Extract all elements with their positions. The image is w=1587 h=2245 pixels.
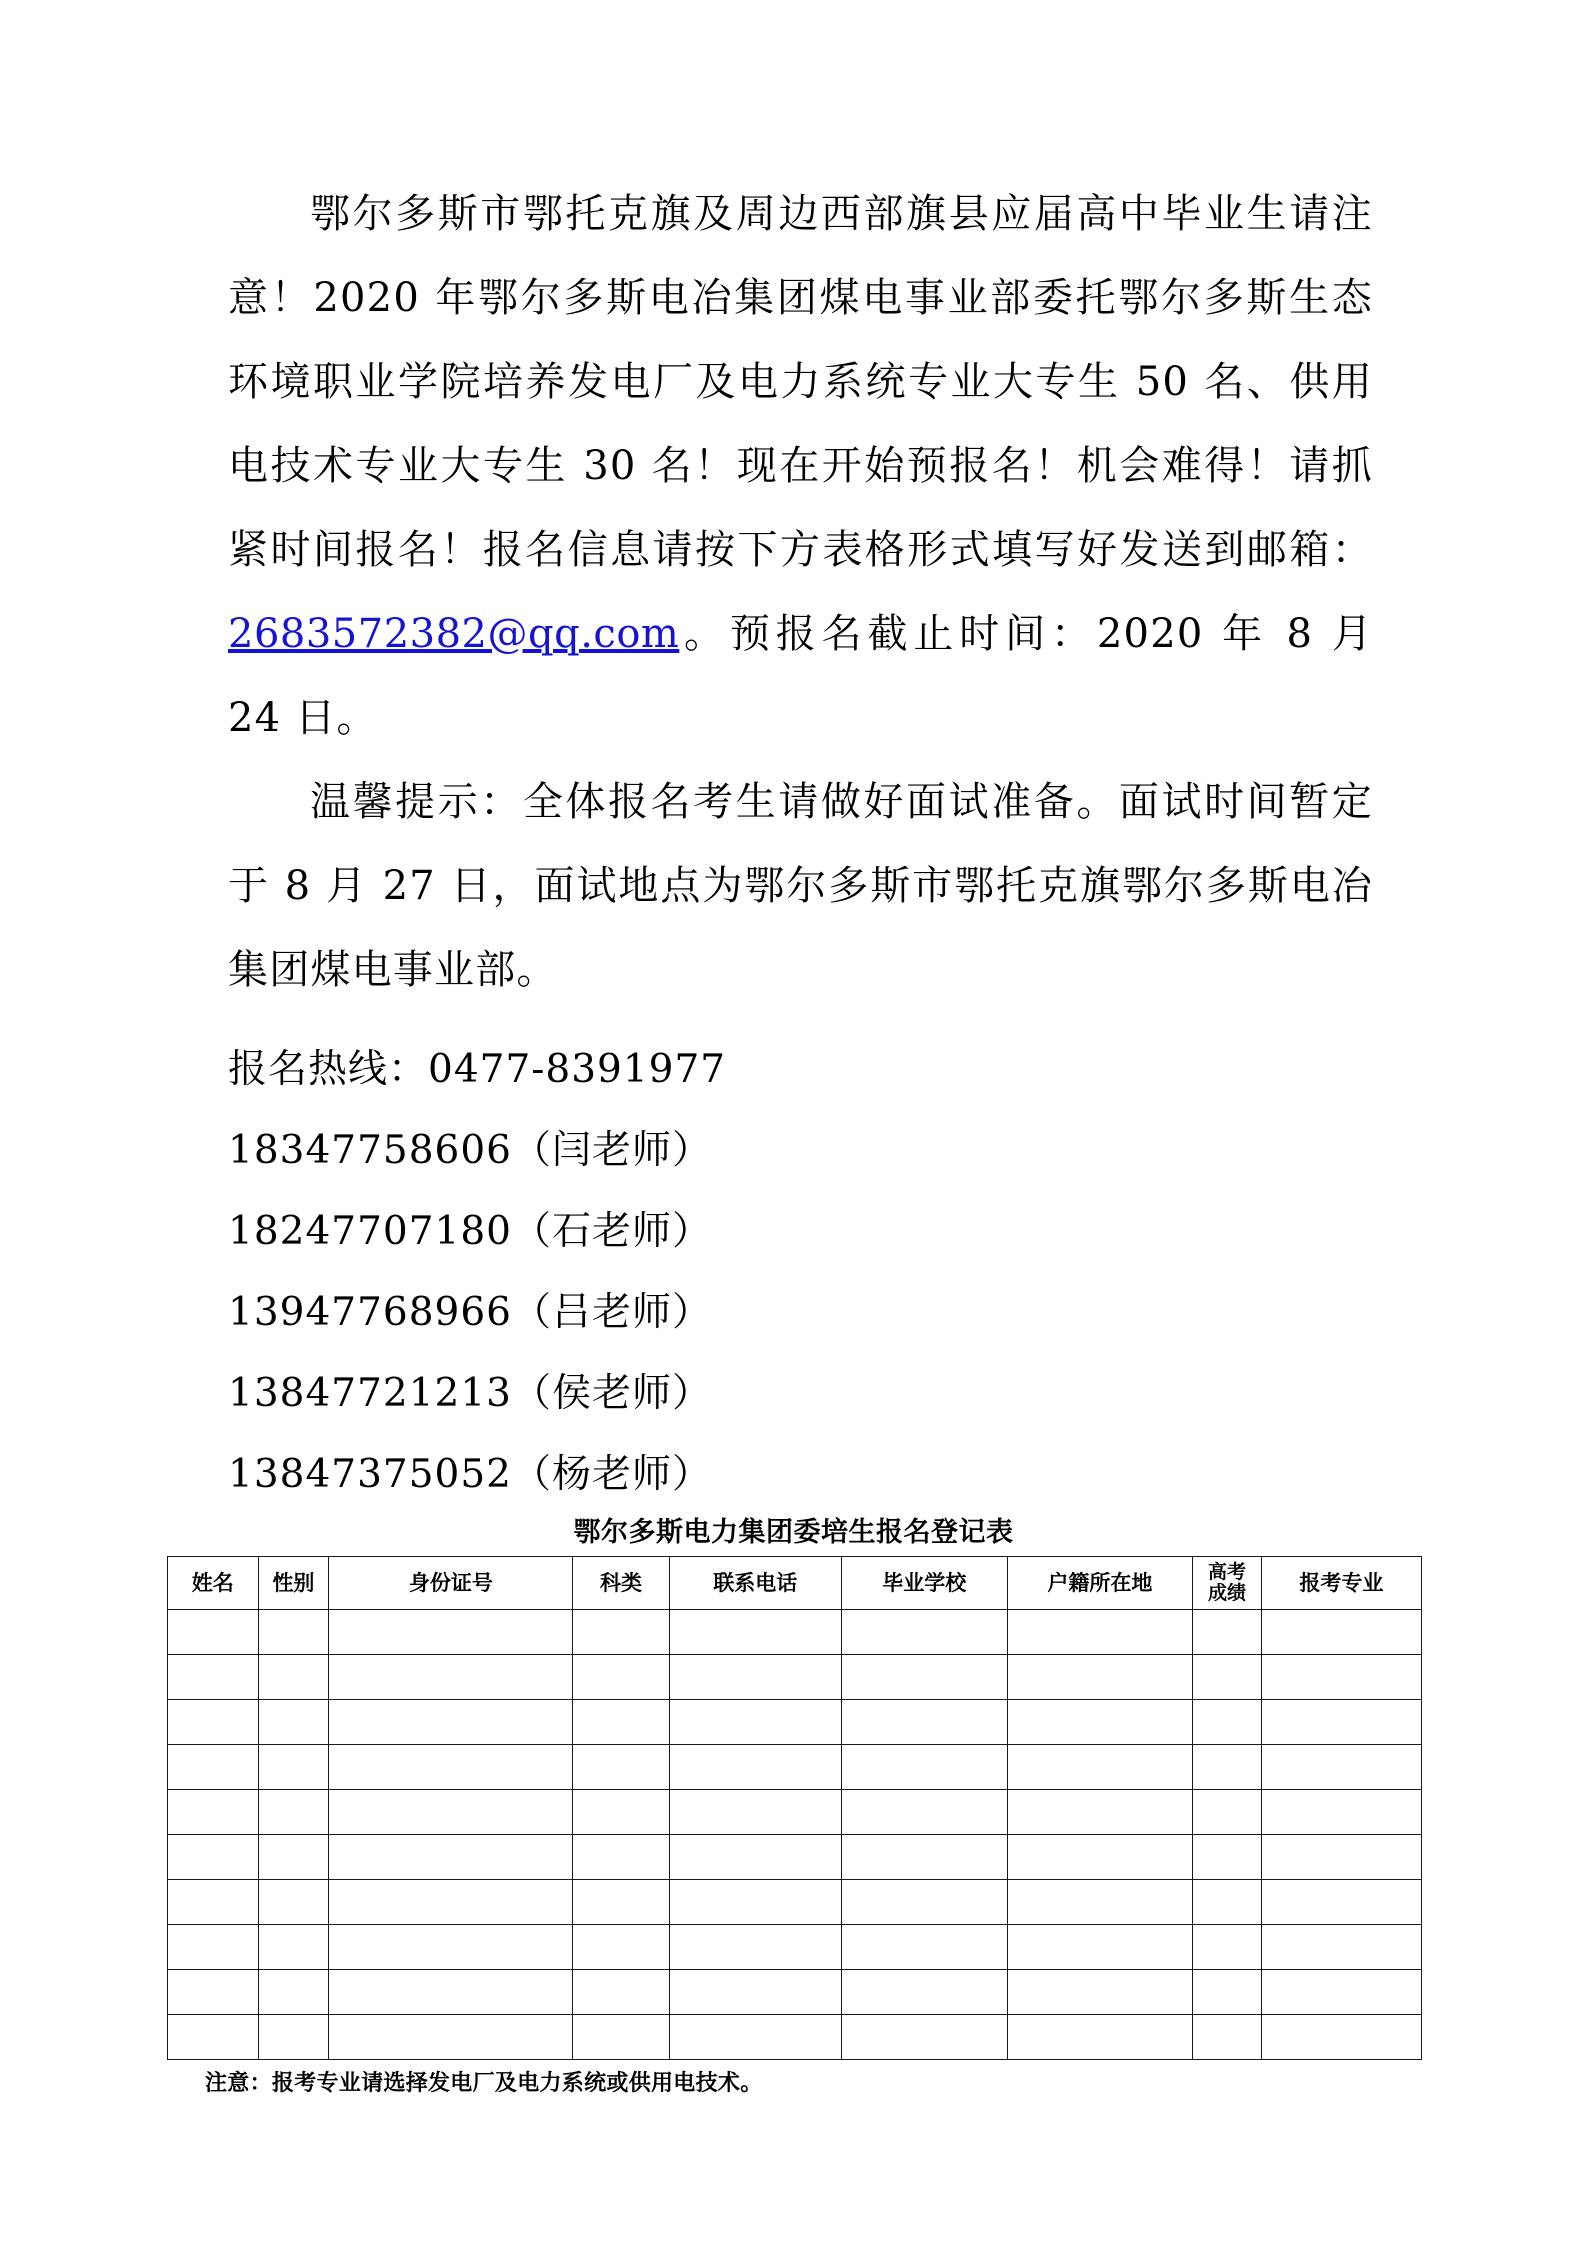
column-header-school	[841, 1557, 1007, 1610]
column-header-name	[168, 1557, 259, 1610]
table-cell[interactable]	[258, 1700, 329, 1745]
contact-teacher-yang: 13847375052（杨老师）	[228, 1452, 712, 1497]
table-cell[interactable]	[669, 1655, 841, 1700]
table-cell[interactable]	[1193, 2015, 1262, 2060]
table-cell[interactable]	[168, 1610, 259, 1655]
table-cell[interactable]	[1261, 1790, 1421, 1835]
table-cell[interactable]	[1193, 1835, 1262, 1880]
table-cell[interactable]	[329, 1880, 573, 1925]
table-cell[interactable]	[1261, 1745, 1421, 1790]
column-header-household-location	[1007, 1557, 1193, 1610]
table-cell[interactable]	[1193, 1610, 1262, 1655]
column-header-gender-label: 性别	[272, 1570, 315, 1595]
table-cell[interactable]	[1007, 1970, 1193, 2015]
table-cell[interactable]	[1007, 1655, 1193, 1700]
table-cell[interactable]	[669, 1610, 841, 1655]
table-cell[interactable]	[1007, 1880, 1193, 1925]
column-header-subject-category-label: 科类	[600, 1570, 642, 1595]
registration-table-title: 鄂尔多斯电力集团委培生报名登记表	[573, 1517, 1014, 1548]
paragraph-reminder: 温馨提示：全体报名考生请做好面试准备。面试时间暂定于 8 月 27 日，面试地点为鄂尔多斯市鄂托克旗鄂尔多斯电冶集团煤电事业部。	[228, 779, 1373, 993]
table-cell[interactable]	[168, 1880, 259, 1925]
table-cell[interactable]	[573, 1970, 669, 2015]
column-header-applied-major	[1261, 1557, 1421, 1610]
table-cell[interactable]	[168, 1790, 259, 1835]
table-cell[interactable]	[1261, 2015, 1421, 2060]
table-cell[interactable]	[1261, 1700, 1421, 1745]
table-cell[interactable]	[329, 1925, 573, 1970]
table-cell[interactable]	[669, 2015, 841, 2060]
column-header-school-label: 毕业学校	[882, 1570, 967, 1595]
table-header-row	[168, 1557, 1422, 1610]
paragraph-announcement	[228, 172, 1373, 760]
table-cell[interactable]	[573, 1745, 669, 1790]
contact-teacher-shi: 18247707180（石老师）	[228, 1209, 712, 1254]
table-cell[interactable]	[841, 1925, 1007, 1970]
table-cell[interactable]	[1261, 1835, 1421, 1880]
table-footnote: 注意：报考专业请选择发电厂及电力系统或供用电技术。	[205, 2071, 763, 2096]
registration-table	[167, 1556, 1422, 2060]
contact-teacher-yan: 18347758606（闫老师）	[228, 1128, 712, 1173]
table-cell[interactable]	[329, 1745, 573, 1790]
column-header-phone-label: 联系电话	[713, 1570, 798, 1595]
table-cell[interactable]	[841, 1880, 1007, 1925]
table-cell[interactable]	[168, 1700, 259, 1745]
table-cell[interactable]	[1193, 1655, 1262, 1700]
table-cell[interactable]	[329, 2015, 573, 2060]
table-cell[interactable]	[1007, 1835, 1193, 1880]
table-cell[interactable]	[258, 1745, 329, 1790]
table-cell[interactable]	[841, 2015, 1007, 2060]
table-cell[interactable]	[258, 1655, 329, 1700]
table-cell[interactable]	[573, 1925, 669, 1970]
table-cell[interactable]	[329, 1655, 573, 1700]
table-cell[interactable]	[573, 1610, 669, 1655]
table-cell[interactable]	[669, 1790, 841, 1835]
table-row[interactable]	[168, 1925, 1422, 1970]
contact-teacher-hou: 13847721213（侯老师）	[228, 1371, 712, 1416]
table-cell[interactable]	[1193, 1745, 1262, 1790]
column-header-exam-score-line2: 成绩	[1207, 1582, 1246, 1604]
table-cell[interactable]	[841, 1970, 1007, 2015]
table-cell[interactable]	[1007, 2015, 1193, 2060]
table-cell[interactable]	[258, 1925, 329, 1970]
table-cell[interactable]	[1261, 1610, 1421, 1655]
table-row[interactable]	[168, 2015, 1422, 2060]
column-header-phone	[669, 1557, 841, 1610]
table-cell[interactable]	[669, 1700, 841, 1745]
table-cell[interactable]	[1193, 1790, 1262, 1835]
table-row[interactable]	[168, 1835, 1422, 1880]
table-cell[interactable]	[168, 1835, 259, 1880]
table-cell[interactable]	[329, 1835, 573, 1880]
paragraph-announcement-tail: 。预报名截止时间：2020 年 8 月 24 日。	[228, 611, 1373, 741]
table-cell[interactable]	[669, 1970, 841, 2015]
table-cell[interactable]	[669, 1745, 841, 1790]
table-cell[interactable]	[841, 1835, 1007, 1880]
table-cell[interactable]	[168, 1970, 259, 2015]
table-row[interactable]	[168, 1655, 1422, 1700]
table-cell[interactable]	[168, 1745, 259, 1790]
column-header-id-number	[329, 1557, 573, 1610]
table-cell[interactable]	[1193, 1970, 1262, 2015]
contact-block	[228, 1029, 1373, 1515]
table-row[interactable]	[168, 1970, 1422, 2015]
column-header-exam-score	[1193, 1557, 1262, 1610]
table-cell[interactable]	[1007, 1790, 1193, 1835]
table-cell[interactable]	[258, 1790, 329, 1835]
contact-hotline: 报名热线：0477-8391977	[228, 1047, 727, 1092]
table-cell[interactable]	[329, 1970, 573, 2015]
table-cell[interactable]	[258, 1610, 329, 1655]
table-cell[interactable]	[168, 1925, 259, 1970]
table-row[interactable]	[168, 1610, 1422, 1655]
table-cell[interactable]	[1261, 1655, 1421, 1700]
table-cell[interactable]	[841, 1610, 1007, 1655]
table-cell[interactable]	[841, 1655, 1007, 1700]
table-cell[interactable]	[1007, 1610, 1193, 1655]
table-cell[interactable]	[573, 1790, 669, 1835]
table-cell[interactable]	[669, 1925, 841, 1970]
table-row[interactable]	[168, 1880, 1422, 1925]
column-header-applied-major-label: 报考专业	[1299, 1570, 1384, 1595]
body-text-block	[228, 172, 1373, 1012]
column-header-id-number-label: 身份证号	[408, 1570, 493, 1595]
table-cell[interactable]	[329, 1700, 573, 1745]
table-row[interactable]	[168, 1700, 1422, 1745]
table-cell[interactable]	[1193, 1925, 1262, 1970]
table-cell[interactable]	[329, 1610, 573, 1655]
table-cell[interactable]	[1261, 1880, 1421, 1925]
table-row[interactable]	[168, 1745, 1422, 1790]
table-cell[interactable]	[258, 1970, 329, 2015]
contact-teacher-lv: 13947768966（吕老师）	[228, 1290, 712, 1335]
table-cell[interactable]	[1193, 1880, 1262, 1925]
table-cell[interactable]	[258, 1835, 329, 1880]
registration-table-body	[168, 1557, 1422, 2060]
column-header-name-label: 姓名	[191, 1570, 234, 1595]
column-header-gender	[258, 1557, 329, 1610]
table-cell[interactable]	[1193, 1700, 1262, 1745]
paragraph-announcement-lead: 鄂尔多斯市鄂托克旗及周边西部旗县应届高中毕业生请注意！2020 年鄂尔多斯电冶集团煤电事业部委托鄂尔多斯生态环境职业学院培养发电厂及电力系统专业大专生 50 名、供用电技术专业大专生 30 名！现在开始预报名！机会难得！请抓紧时间报名！报名信息请按下方表格形式填写好发送到邮箱：	[228, 191, 1373, 573]
table-cell[interactable]	[573, 1700, 669, 1745]
column-header-exam-score-line1: 高考	[1207, 1560, 1246, 1583]
table-cell[interactable]	[573, 1835, 669, 1880]
table-cell[interactable]	[841, 1745, 1007, 1790]
table-cell[interactable]	[258, 2015, 329, 2060]
table-cell[interactable]	[841, 1790, 1007, 1835]
table-cell[interactable]	[669, 1880, 841, 1925]
table-cell[interactable]	[168, 1655, 259, 1700]
table-cell[interactable]	[669, 1835, 841, 1880]
column-header-household-location-label: 户籍所在地	[1047, 1570, 1153, 1595]
table-cell[interactable]	[1007, 1700, 1193, 1745]
table-cell[interactable]	[168, 2015, 259, 2060]
table-cell[interactable]	[573, 1655, 669, 1700]
table-row[interactable]	[168, 1790, 1422, 1835]
email-link[interactable]: 2683572382@qq.com	[228, 611, 680, 657]
table-cell[interactable]	[258, 1880, 329, 1925]
column-header-subject-category	[573, 1557, 669, 1610]
table-cell[interactable]	[329, 1790, 573, 1835]
table-cell[interactable]	[1007, 1745, 1193, 1790]
table-cell[interactable]	[573, 1880, 669, 1925]
table-cell[interactable]	[573, 2015, 669, 2060]
table-cell[interactable]	[841, 1700, 1007, 1745]
table-cell[interactable]	[1007, 1925, 1193, 1970]
table-cell[interactable]	[1261, 1925, 1421, 1970]
table-cell[interactable]	[1261, 1970, 1421, 2015]
